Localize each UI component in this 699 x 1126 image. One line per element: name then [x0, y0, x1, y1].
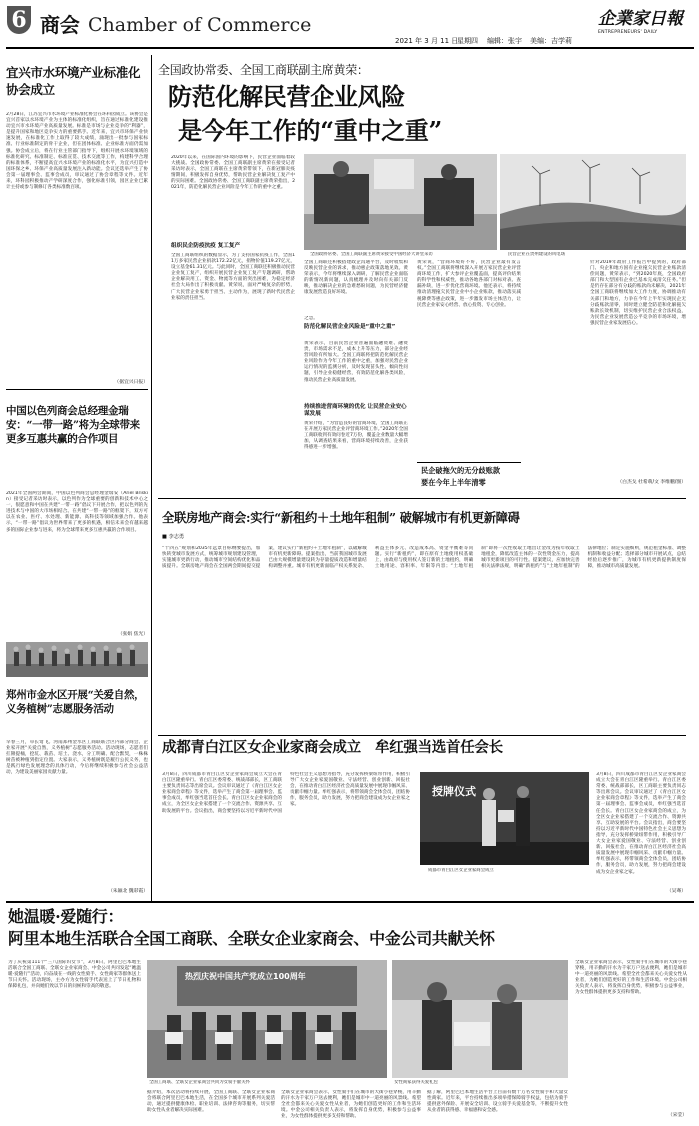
bottom-credit: （宋莹） — [667, 1113, 687, 1118]
bottom-body-col4: 据了解，阿里巴巴本地生活平台上目前有数十万名女性骑手和大量女性商家。近年来，平台持续推出多项举措保障骑手权益，包括为骑手提供意外保险、开展安全培训、设立骑手关爱基金等，不断提升女性从业者的获得感、幸福感和安全感。 — [427, 1090, 568, 1114]
issue-editor: 编辑：张宇 — [487, 37, 522, 45]
tree-planting-photo — [6, 642, 148, 677]
masthead-rule — [6, 47, 694, 49]
realestate-body: “十四五”规划和2035年远景目标纲要提出，加快转变城市发展方式，统筹城市规划建设管理，实施城市更新行动，推动城市空间结构优化和品质提升。全联房地产商会在全国两会期间提交提案，建议实行“新租约＋土地年租制”，以破解城市有机更新障碍。提案指出，当前我国城市发展已由大规模增量建设转为存量提质改造和增量结构调整并重。城市有机更新面临产权关系复杂、利益主体多元、改造成本高、资金平衡难等问题。实行“新租约”，即在原有土地使用权基础上，由政府与使用权人签订新的土地租约，明确土地用途、容积率、年限等内容；“土地年租制”即将一次性收取土地出让金改为按年收取土地租金，降低改造主体的一次性资金压力，提高城市更新项目的可行性。提案建议，应加快完善相关法律法规，明确“新租约”与“土地年租制”的法律地位；制定实施细则，规范租金标准、调整机制和收益分配；选择部分城市开展试点，总结经验后逐步推广，为城市有机更新提供制度保障，推动城市高质量发展。 — [162, 546, 686, 570]
lead-subhead-1: 组织民企防疫抗疫 复工复产 — [171, 243, 241, 249]
chengdu-body-col4: 3月8日，四川成都市青白江区女企业家商会成立大会在青白江区隆重举行。青白江区委常委、统战部部长，区工商联主要负责同志等出席会议。会议审议通过了《青白江区女企业家商会章程》等文件，选举产生了商会第一届理事会、监事会成员，牟红强当选首任会长。青白江区女企业家商会的成立，为全区女企业家搭建了一个交流合作、资源共享、互助发展的平台。会议指出，商会要坚持以习近平新时代中国特色社会主义思想为指导，充分发挥桥梁纽带作用，积极引导广大女企业家爱国敬业、守法经营、创业创新、回报社会，在推动青白江区经济社会高质量发展中展现巾帼风采、贡献巾帼力量。牟红强表示，将带领商会全体会员，团结协作，服务会员，助力发展，努力把商会建设成为女企业家之家。 — [596, 772, 686, 875]
issue-date: 2021 年 3 月 11 日 — [395, 37, 459, 45]
issue-weekday: 星期四 — [457, 37, 478, 45]
lead-headline-line2: 是今年工作的“重中之重” — [178, 116, 443, 145]
group-photo-banner: 热烈庆祝中国共产党成立100周年 — [185, 972, 306, 981]
issue-designer: 美编：吉学莉 — [530, 37, 572, 45]
section-title-cn: 商会 — [40, 13, 80, 37]
lead-kicker: 全国政协常委、全国工商联副主席黄荣： — [158, 63, 369, 77]
group-photo-caption: 全国工商联、全联女企业家商会共同为女骑手献关怀 — [149, 1080, 250, 1085]
realestate-headline: 全联房地产商会:实行“新租约＋土地年租制” 破解城市有机更新障碍 — [162, 510, 520, 525]
divider — [6, 389, 148, 390]
lead-body-col5: 针对2019年政府工作报告中提到的，政府部门、央企和地方国有企业拖欠民营企业账款清偿问题，黄荣表示，“到2020年底，全国政府部门和大型国有企业已基本完成清欠任务。”但是仍存在部分有分歧的账款尚未解决，2021年全国工商联将继续加大工作力度，协调推动有关部门和地方，力争在今年上半年实现民企无分歧账款清零，同时建立健全防范和化解拖欠账款长效机制，切实维护民营企业合法权益，为民营企业发展营造公平竞争的市场环境，增强民营企业家发展信心。 — [590, 260, 686, 326]
bottom-headline-line2: 阿里本地生活联合全国工商联、全联女企业家商会、中金公司共献关怀 — [8, 929, 495, 948]
lead-body-col1: 全国工商联组织的数据显示，为了支持国家抗疫工作，全国11万多家民营企业捐款172.22亿元，捐物价值119.27亿元，设立基金61.31亿元。与此同时，全国工商联还积极推动民营企业复工复产，组织开展民营企业复工复产专题调研，帮助企业解决用工、资金、物流等方面的突出困难，为稳定经济社会大局作出了积极贡献。黄荣说，面对严峻复杂的形势，广大民营企业家勇于担当、主动作为，展现了新时代民营企业家的责任担当。 — [171, 253, 295, 301]
lead-bottom-rule — [158, 498, 686, 499]
merchant-photo-caption: 女性商家获得关爱礼包 — [394, 1080, 438, 1085]
article-body-yixing: 2月28日，江苏宜兴市水环境产业标准化协会在环科园成立。该协会是宜兴首家以水环境产业为主体的标准化组织，旨在通过标准化建设推动宜兴市水环境产业高质量发展。标准是市场与企业竞争的“利器”，是提升国家和地区竞争实力的重要抓手。近年来，宜兴市环保产业快速发展，在标准化工作上取得了较大成绩，涌现出一批参与国家标准、行业标准制定的骨干企业，但在团体标准、企业标准方面仍需加强。协会成立后，将在行业主管部门指导下，组织开展水环境领域的标准化研究、标准制定、标准宣贯、技术交流等工作，构建科学合理的标准体系，不断提高宜兴水环境产业的标准化水平，为宜兴打造中国环保之乡、环保产业高质量发展注入新动能。会议还选举产生了协会第一届理事会、监事会成员，审议通过了协会章程等文件。近年来，环科园积极推动产学研深度合作，强化标准引领，园区企业已累计主持或参与制修订各类标准数百项。 — [6, 112, 148, 191]
wind-farm-photo-caption: 民营企业在贵州建设的风电场 — [508, 252, 566, 257]
lead-col2-end: 之急。 — [304, 316, 318, 321]
quote-rule-top — [417, 462, 521, 463]
bottom-body-col1: 为了庆祝第111个“三八国际妇女节”，3月8日，阿里巴巴本地生活联合全国工商联、全联女企业家商会、中金公司共同发起“她温暖·爱随行”活动，向奋战在一线的女性骑手、女性商家等群体送上节日关怀。活动现场，主办方为女性骑手代表送上了节日礼物和保障礼包，并向她们致以节日的问候和崇高的敬意。 — [8, 960, 141, 990]
bottom-headline-line1: 她温暖·爱随行： — [8, 907, 124, 926]
logo: 企業家日報 — [598, 9, 683, 29]
bottom-section-rule — [6, 901, 694, 903]
article-body-israel: 2021年全国两会期间，中国以色列商会总经理金瑞安（Ariel Briskin）接受记者采访时表示，以色列作为全球重要的创新和技术中心之一，很愿意和中国在共建“一带一路”倡议下开展合作，把以色列的先进技术与中国的大市场相结合。在共建“一带一路”的框架下，双方可以在农业、医疗、水处理、新能源、高科技等领域加强合作。他表示，“一带一路”倡议为世界带来了更多的机遇，相信未来会有越来越多的国际企业参与进来，将为全球带来更多互惠共赢的合作项目。 — [6, 491, 148, 533]
chengdu-body: 3月8日，四川成都市青白江区女企业家商会成立大会在青白江区隆重举行。青白江区委常委、统战部部长，区工商联主要负责同志等出席会议。会议审议通过了《青白江区女企业家商会章程》等文件，选举产生了商会第一届理事会、监事会成员，牟红强当选首任会长。青白江区女企业家商会的成立，为全区女企业家搭建了一个交流合作、资源共享、互助发展的平台。会议指出，商会要坚持以习近平新时代中国特色社会主义思想为指导，充分发挥桥梁纽带作用，积极引导广大女企业家爱国敬业、守法经营、创业创新、回报社会，在推动青白江区经济社会高质量发展中展现巾帼风采、贡献巾帼力量。牟红强表示，将带领商会全体会员，团结协作，服务会员，助力发展，努力把商会建设成为女企业家之家。 — [162, 772, 410, 814]
left-column-divider — [151, 55, 152, 901]
lead-body-col2: 全国工商联还积极搭建政企沟通平台，及时收集和反映民营企业的诉求，推动惠企政策落地见效。黄荣表示，今年将继续深入调研，了解民营企业面临的新情况新问题，认真梳理并及时向有关部门反映，推动解决企业的急难愁盼问题，为民营经济健康发展营造良好环境。 — [304, 260, 408, 296]
lead-body-environment: 黄荣介绍，“为营造良好的营商环境，全国工商联正在开展万家民营企业评营商环境工作。”2020年全国工商联收到有效问卷近7万份，覆盖企业数量大幅增加，从调查结果来看，营商环境持续改善，企业获得感进一步增强。 — [304, 421, 408, 451]
lead-credit: （白杰戈 杜希萌/文 李维鹏/图） — [617, 480, 686, 485]
interview-photo-caption: 全国政协常委、全国工商联副主席黄荣接受中国经济大讲堂采访 — [310, 252, 433, 257]
huang-rong-interview-photo — [304, 154, 497, 250]
wind-farm-image — [500, 154, 686, 250]
bottom-body-col3: 全联女企业家商会表示，女性骑手们在城市的大街小巷穿梭，用辛勤的汗水为千家万户送去便利，她们是城市中一道亮丽的风景线。希望全社会都来关心关爱女性从业者，为她们创造更好的工作和生活环境。中金公司相关负责人表示，将发挥自身优势，积极参与公益事业，为女性群体提供更多支持和帮助。 — [281, 1090, 421, 1120]
article-credit-zhengzhou: （朱颖北 魏彩霞） — [108, 889, 148, 894]
article-title-zhengzhou: 郑州市金水区开展“关爱自然，义务植树”志愿服务活动 — [6, 689, 145, 715]
ceremony-photo-caption: 成都市青白江区女企业家商会成立 — [428, 868, 494, 873]
article-title-israel: 中国以色列商会总经理金瑞安：“一带一路”将为全球带来更多互惠共赢的合作项目 — [6, 405, 140, 445]
interview-image — [304, 154, 497, 250]
merchant-photo-image — [392, 960, 568, 1078]
article-title-yixing: 宜兴市水环境产业标准化协会成立 — [6, 65, 141, 97]
chengdu-headline: 成都青白江区女企业家商会成立 牟红强当选首任会长 — [162, 739, 503, 756]
bottom-body-col5: 全联女企业家商会表示，女性骑手们在城市的大街小巷穿梭，用辛勤的汗水为千家万户送去便利，她们是城市中一道亮丽的风景线。希望全社会都来关心关爱女性从业者，为她们创造更好的工作和生活环境。中金公司相关负责人表示，将发挥自身优势，积极参与公益事业，为女性群体提供更多支持和帮助。 — [575, 960, 687, 996]
chengdu-credit: （吴骞） — [666, 889, 686, 894]
realestate-bottom-rule — [158, 735, 686, 736]
logo-en: ENTREPRENEURS' DAILY — [598, 30, 658, 35]
lead-body-intro: 2020年以来，在国际国内环境的影响下，民营企业面临着较大挑战。全国政协常委、全国工商联副主席黄荣在接受记者采访时表示，全国工商联在主席黄荣带领下，在新冠肺炎疫情期间，积极发挥自身优势，帮助民营企业解决复工复产中的实际困难。全国政协常委、全国工商联副主席黄荣指出，2021年，防范化解民营企业风险是今年工作的重中之重。 — [171, 155, 295, 191]
bottom-photo-merchant — [392, 960, 568, 1078]
section-title-en: Chamber of Commerce — [88, 14, 312, 36]
page-number: 6 — [11, 7, 27, 33]
lead-headline-line1: 防范化解民营企业风险 — [168, 82, 405, 111]
tree-planting-image — [6, 642, 148, 677]
pull-quote-line1: 民企破拖欠的无分歧账款 — [421, 466, 501, 475]
lead-subhead-3: 持续推进营商环境的优化 让民营企业安心谋发展 — [304, 404, 407, 418]
article-credit-israel: （张娟 焦光） — [117, 632, 148, 637]
pull-quote-line2: 要在今年上半年清零 — [421, 478, 486, 487]
ceremony-photo-label: 授牌仪式 — [432, 785, 476, 798]
bottom-body-col2: 据介绍，本次活动将持续开展，全国工商联、全联女企业家商会将联合阿里巴巴本地生活，在全国多个城市开展系列关爱活动，通过提供健康体检、职业培训、法律咨询等服务，切实帮助女性从业者解决实际困难。 — [147, 1090, 275, 1114]
article-body-zhengzhou: 早春三月，草长莺飞。河南郑州金水区工商联联合区内部分商会、企业家开展“关爱自然，义务植树”志愿服务活动。活动现场，志愿者们扛锹提桶，挖坑、栽苗、培土、浇水，分工明确、配合默契，一株株树苗被种植到指定位置。大家表示，义务植树既是履行公民义务，也是践行绿色发展理念的具体行动，今后将继续积极参与社会公益活动，为建设美丽家园贡献力量。 — [6, 740, 148, 776]
lead-body-risk: 黄荣表示，目前民营企业普遍面临融资难、融资贵，市场需求不足，成本上升等压力，部分企业经营风险有所加大。全国工商联将把防范化解民营企业风险作为今年工作的重中之重，加强对民营企业运行情况的监测分析，及时发现苗头性、倾向性问题，引导企业稳健经营，有效防范化解各类风险，推动民营企业高质量发展。 — [304, 341, 408, 383]
wind-farm-photo — [500, 154, 686, 250]
realestate-byline: ■ 李志勇 — [162, 534, 185, 540]
lead-body-col4: 黄荣说，“营商环境好不好，民营企业最有发言权。”全国工商联将继续深入开展万家民营企业评营商环境工作，扩大参评企业覆盖面，提高评价结果的科学性和权威性，推动各地各部门对标对表、查漏补缺，进一步优化营商环境。他还表示，将持续推动清理拖欠民营企业中小企业账款，推动落实减税降费等惠企政策，进一步激发市场主体活力，让民营企业家安心经营、放心投资、专心创业。 — [417, 260, 521, 308]
article-credit-yixing: （据宜兴日报） — [114, 380, 148, 385]
lead-subhead-2: 防范化解民营企业风险是“重中之重” — [304, 324, 396, 330]
